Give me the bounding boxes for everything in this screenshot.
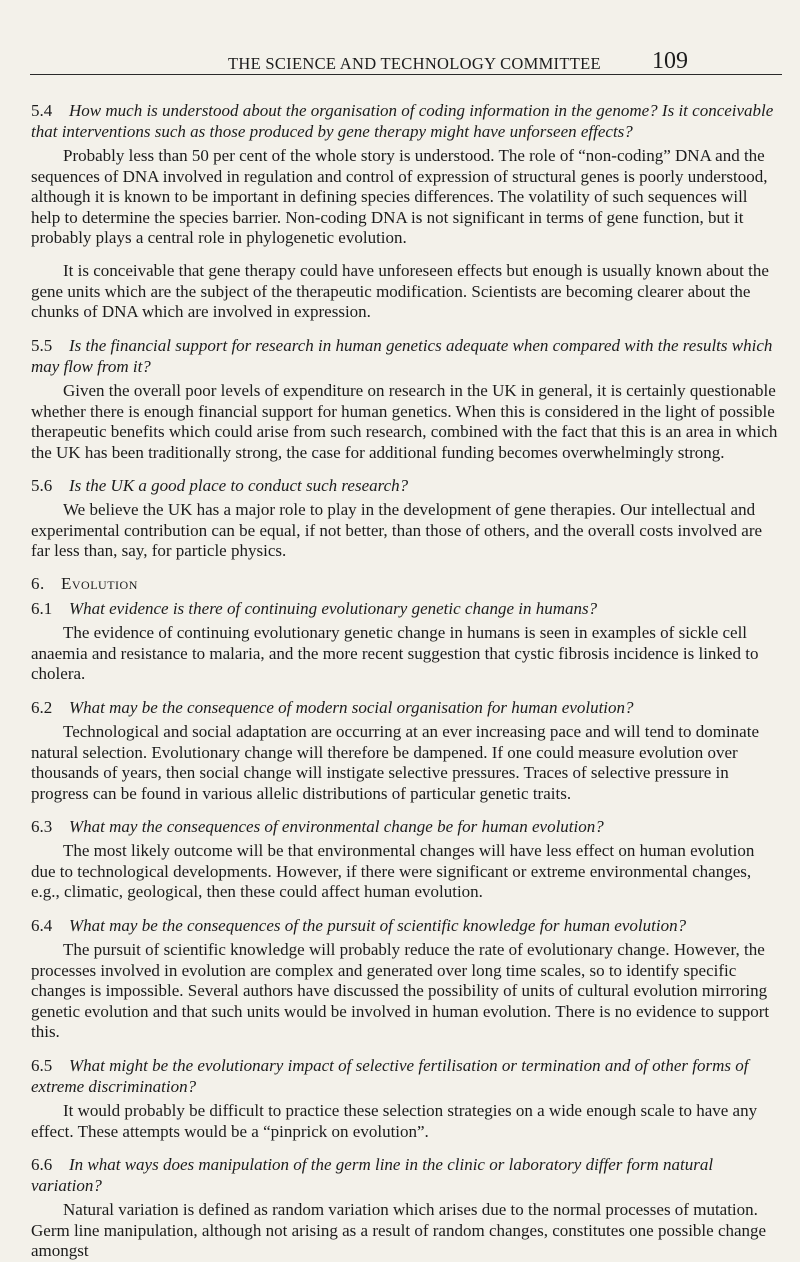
answer-paragraph: Given the overall poor levels of expenditure on research in the UK in general, it is certainly questionable whether there is enough financial support for human genetics. When this is considered in the light of possible therapeutic benefits which could arise from such research, combined with the fact that this is an area in which the UK has been traditionally strong, the case for additional funding becomes overwhelmingly strong. (31, 381, 778, 462)
header-rule (30, 74, 782, 75)
answer-paragraph: The most likely outcome will be that environmental changes will have less effect on human evolution due to technological developments. However, if there were significant or extreme environmental changes, e.g., climatic, geological, then these could affect human evolution. (31, 841, 755, 902)
question-text: How much is understood about the organisation of coding information in the genome? Is it conceivable that interventions such as those produced by gene therapy might have unforseen effects? (31, 101, 774, 141)
question-5-5 (31, 335, 781, 377)
answer-paragraph: Technological and social adaptation are occurring at an ever increasing pace and will tend to dominate natural selection. Evolutionary change will therefore be dampened. If one could measure evolution over thousands of years, then social change will instigate selective pressures. Traces of selective pressure in progress can be found in various allelic distributions of particular genetic traits. (31, 722, 759, 803)
section-number: 6. (31, 573, 45, 593)
question-text: In what ways does manipulation of the germ line in the clinic or laboratory differ form natural variation? (31, 1155, 714, 1195)
question-text: Is the UK a good place to conduct such research? (69, 475, 409, 495)
section-number: 5.6 (31, 475, 53, 495)
section-number: 6.2 (31, 698, 53, 717)
answer-paragraph: Probably less than 50 per cent of the whole story is understood. The role of “non-coding” DNA and the sequences of DNA involved in regulation and control of expression of structural genes is poorly understood, although it is known to be important in defining species differences. The volatility of such sequences will help to determine the species barrier. Non-coding DNA is not significant in terms of gene function, but it probably plays a central role in phylogenetic evolution. (31, 146, 768, 248)
answer-paragraph: Natural variation is defined as random variation which arises due to the normal processes of mutation. Germ line manipulation, although not arising as a result of random changes, constitutes one possible change amongst (31, 1200, 767, 1261)
answer-paragraph: It is conceivable that gene therapy could have unforeseen effects but enough is usually known about the gene units which are the subject of the therapeutic modification. Scientists are becoming clearer about the chunks of DNA which are involved in expression. (31, 261, 769, 321)
question-text: Is the financial support for research in human genetics adequate when compared with the results which may flow from it? (31, 335, 773, 376)
question-text: What evidence is there of continuing evolutionary genetic change in humans? (69, 599, 598, 618)
section-number: 5.4 (31, 101, 53, 120)
section-heading (31, 574, 781, 594)
section-number: 6.6 (31, 1155, 53, 1174)
heading-text: Evolution (61, 573, 138, 593)
answer-paragraph: It would probably be difficult to practice these selection strategies on a wide enough scale to have any effect. These attempts would be a “pinprick on evolution”. (31, 1101, 758, 1141)
answer-paragraph: We believe the UK has a major role to play in the development of gene therapies. Our intellectual and experimental contribution can be equal, if not better, than those of others, and the overall costs involved are far less than, say, for particle physics. (31, 500, 763, 560)
question-5-4 (31, 100, 781, 142)
question-text: What may be the consequence of modern social organisation for human evolution? (69, 698, 634, 717)
question-6-4 (31, 915, 781, 936)
question-6-6 (31, 1154, 781, 1196)
page-number: 109 (652, 48, 688, 74)
section-number: 6.4 (31, 916, 53, 935)
question-6-1 (31, 598, 781, 619)
question-6-5 (31, 1055, 781, 1097)
answer-paragraph: The pursuit of scientific knowledge will probably reduce the rate of evolutionary change. However, the processes involved in evolution are complex and generated over long time scales, so to identify specific changes is impossible. Several authors have discussed the possibility of units of cultural evolution mirroring genetic evolution and that such units would be involved in human evolution. There is no evidence to support this. (31, 940, 770, 1042)
question-text: What might be the evolutionary impact of selective fertilisation or termination and of other forms of extreme discrimination? (31, 1056, 749, 1096)
page-header (0, 48, 800, 88)
question-text: What may the consequences of environmental change be for human evolution? (69, 817, 604, 836)
question-text: What may be the consequences of the pursuit of scientific knowledge for human evolution? (69, 916, 687, 935)
section-number: 5.5 (31, 335, 53, 355)
question-6-3 (31, 816, 781, 837)
section-number: 6.5 (31, 1056, 53, 1075)
section-number: 6.3 (31, 817, 53, 836)
question-5-6 (31, 475, 781, 496)
question-6-2 (31, 697, 781, 718)
running-head: THE SCIENCE AND TECHNOLOGY COMMITTEE (228, 54, 601, 73)
section-number: 6.1 (31, 599, 53, 618)
answer-paragraph: The evidence of continuing evolutionary genetic change in humans is seen in examples of sickle cell anaemia and resistance to malaria, and the more recent suggestion that cystic fibrosis incidence is linked to cholera. (31, 623, 759, 684)
